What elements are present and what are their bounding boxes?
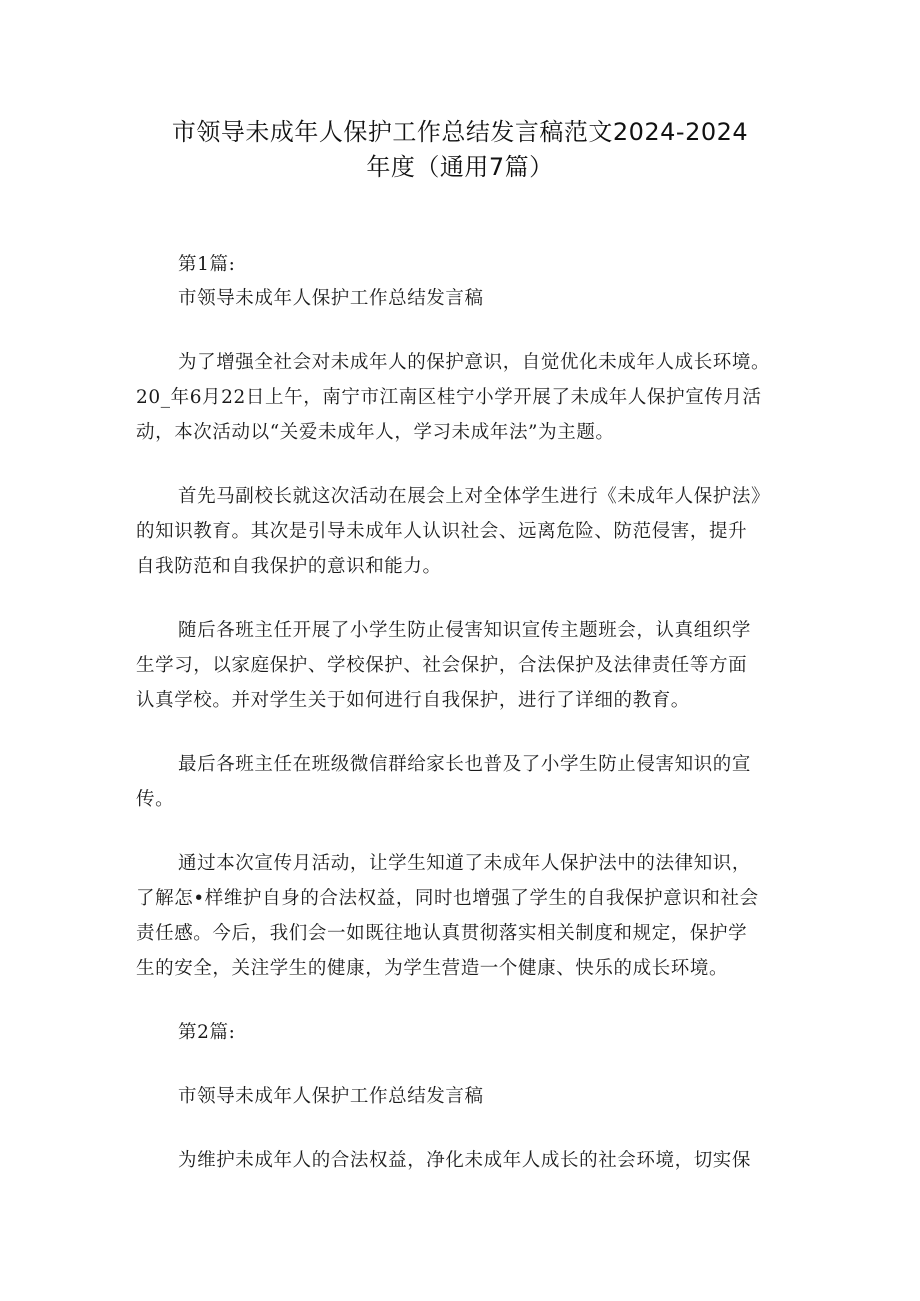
paragraph-line: 生的安全，关注学生的健康，为学生营造一个健康、快乐的成长环境。 [136,958,729,979]
paragraph-line: 最后各班主任在班级微信群给家长也普及了小学生防止侵害知识的宣 [178,754,752,775]
paragraph-line: 了解怎•样维护自身的合法权益，同时也增强了学生的自我保护意识和社会 [136,888,759,909]
document-title-line-1: 市领导未成年人保护工作总结发言稿范文2024-2024 [171,118,749,146]
paragraph-line: 为维护未成年人的合法权益，净化未成年人成长的社会环境，切实保 [178,1150,752,1171]
paragraph-line: 责任感。今后，我们会一如既往地认真贯彻落实相关制度和规定，保护学 [136,923,748,944]
section-1-subtitle: 市领导未成年人保护工作总结发言稿 [178,288,484,309]
section-2-heading: 第2篇: [178,1022,236,1043]
paragraph-line: 认真学校。并对学生关于如何进行自我保护，进行了详细的教育。 [136,690,690,711]
paragraph-line: 传。 [136,789,175,810]
paragraph-line: 首先马副校长就这次活动在展会上对全体学生进行《未成年人保护法》 [178,486,771,507]
paragraph-line: 20_年6月22日上午，南宁市江南区桂宁小学开展了未成年人保护宣传月活 [136,387,762,408]
paragraph-line: 的知识教育。其次是引导未成年人认识社会、远离危险、防范侵害，提升 [136,521,748,542]
section-1-heading: 第1篇: [178,254,236,275]
paragraph-line: 动，本次活动以“关爱未成年人，学习未成年法”为主题。 [136,422,615,443]
document-title-line-2: 年度（通用7篇） [366,153,554,181]
paragraph-line: 生学习，以家庭保护、学校保护、社会保护，合法保护及法律责任等方面 [136,655,748,676]
paragraph-line: 为了增强全社会对未成年人的保护意识，自觉优化未成年人成长环境。 [178,352,771,373]
paragraph-line: 通过本次宣传月活动，让学生知道了未成年人保护法中的法律知识， [178,853,752,874]
section-2-subtitle: 市领导未成年人保护工作总结发言稿 [178,1086,484,1107]
paragraph-line: 随后各班主任开展了小学生防止侵害知识宣传主题班会，认真组织学 [178,620,752,641]
paragraph-line: 自我防范和自我保护的意识和能力。 [136,556,442,577]
